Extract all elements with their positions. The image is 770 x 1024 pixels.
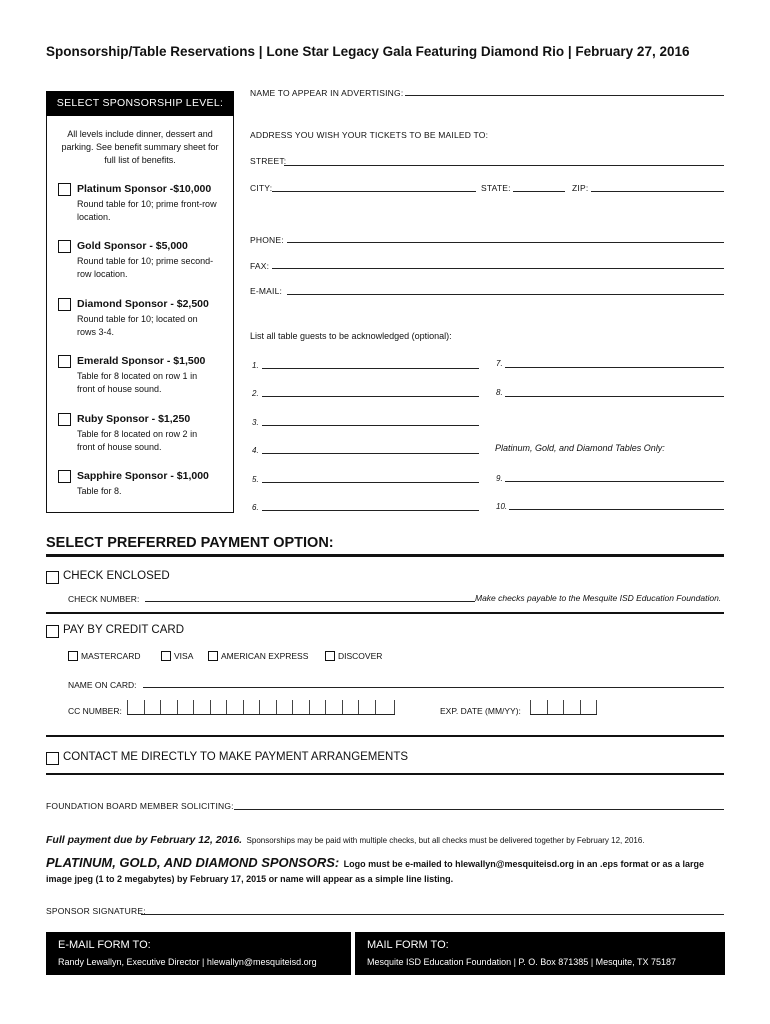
guest-number: 5. — [252, 475, 259, 484]
state-input[interactable] — [513, 191, 565, 192]
emerald-checkbox[interactable] — [58, 355, 71, 368]
email-label: E-MAIL: — [250, 286, 283, 296]
exp-date-label: EXP. DATE (MM/YY): — [440, 706, 521, 716]
divider — [46, 773, 724, 775]
state-label: STATE: — [481, 183, 511, 193]
mail-form-body: Mesquite ISD Education Foundation | P. O. Box 871385 | Mesquite, TX 75187 — [367, 957, 677, 967]
email-form-title: E-MAIL FORM TO: — [58, 939, 151, 951]
visa-label: VISA — [174, 651, 194, 661]
guests-label: List all table guests to be acknowledged (optional): — [250, 331, 452, 341]
check-enclosed-label: CHECK ENCLOSED — [63, 570, 170, 582]
guest-input-3[interactable] — [262, 425, 479, 426]
name-on-card-input[interactable] — [143, 687, 724, 688]
ptd-note: Platinum, Gold, and Diamond Tables Only: — [495, 443, 665, 453]
emerald-title: Emerald Sponsor - $1,500 — [77, 355, 206, 367]
logo-note-bold: PLATINUM, GOLD, AND DIAMOND SPONSORS: — [46, 855, 340, 870]
phone-label: PHONE: — [250, 235, 284, 245]
cc-number-input[interactable] — [127, 700, 395, 715]
diamond-title: Diamond Sponsor - $2,500 — [77, 298, 209, 310]
guest-number: 6. — [252, 503, 259, 512]
guest-input-9[interactable] — [505, 481, 724, 482]
contact-me-checkbox[interactable] — [46, 752, 59, 765]
guest-number: 8. — [496, 388, 503, 397]
email-input[interactable] — [287, 294, 724, 295]
check-enclosed-checkbox[interactable] — [46, 571, 59, 584]
guest-number: 4. — [252, 446, 259, 455]
full-payment-bold: Full payment due by February 12, 2016. — [46, 834, 243, 846]
amex-label: AMERICAN EXPRESS — [221, 651, 309, 661]
check-number-label: CHECK NUMBER: — [68, 594, 140, 604]
guest-number: 7. — [496, 359, 503, 368]
platinum-desc: Round table for 10; prime front-row location. — [77, 199, 217, 222]
guest-number: 1. — [252, 361, 259, 370]
ruby-desc: Table for 8 located on row 2 in front of house sound. — [77, 429, 198, 452]
guest-input-2[interactable] — [262, 396, 479, 397]
phone-input[interactable] — [287, 242, 724, 243]
sponsorship-note: All levels include dinner, dessert and parking. See benefit summary sheet for full list of benefits. — [61, 129, 219, 165]
signature-input[interactable] — [141, 914, 724, 915]
credit-card-checkbox[interactable] — [46, 625, 59, 638]
advertising-input[interactable] — [405, 95, 724, 96]
city-label: CITY: — [250, 183, 273, 193]
page-title: Sponsorship/Table Reservations | Lone Star Legacy Gala Featuring Diamond Rio | February 27, 2016 — [46, 44, 690, 59]
gold-title: Gold Sponsor - $5,000 — [77, 240, 188, 252]
advertising-label: NAME TO APPEAR IN ADVERTISING: — [250, 88, 404, 98]
sapphire-checkbox[interactable] — [58, 470, 71, 483]
platinum-title: Platinum Sponsor -$10,000 — [77, 183, 212, 195]
guest-input-8[interactable] — [505, 396, 724, 397]
cc-number-label: CC NUMBER: — [68, 706, 122, 716]
guest-number: 3. — [252, 418, 259, 427]
guest-number: 9. — [496, 474, 503, 483]
full-payment-rest: Sponsorships may be paid with multiple checks, but all checks must be delivered together by February 12, 2016. — [246, 836, 645, 845]
guest-input-10[interactable] — [509, 509, 724, 510]
diamond-desc: Round table for 10; located on rows 3-4. — [77, 314, 198, 337]
street-input[interactable] — [284, 165, 724, 166]
check-note: Make checks payable to the Mesquite ISD Education Foundation. — [475, 593, 722, 603]
guest-input-4[interactable] — [262, 453, 479, 454]
check-number-input[interactable] — [145, 601, 475, 602]
mail-form-box — [355, 932, 725, 975]
mail-form-title: MAIL FORM TO: — [367, 939, 449, 951]
logo-note-rest: Logo must be e-mailed to hlewallyn@mesquiteisd.org in an .eps format or as a large image jpeg (1 to 2 megabytes) by February 17, 2015 or name will appear as a simple line listing. — [46, 859, 705, 884]
gold-desc: Round table for 10; prime second-row location. — [77, 256, 214, 279]
credit-card-label: PAY BY CREDIT CARD — [63, 624, 184, 636]
diamond-checkbox[interactable] — [58, 298, 71, 311]
signature-label: SPONSOR SIGNATURE: — [46, 906, 146, 916]
guest-input-5[interactable] — [262, 482, 479, 483]
sponsorship-header: SELECT SPONSORSHIP LEVEL: — [46, 91, 234, 116]
mastercard-label: MASTERCARD — [81, 651, 141, 661]
gold-checkbox[interactable] — [58, 240, 71, 253]
address-label: ADDRESS YOU WISH YOUR TICKETS TO BE MAILED TO: — [250, 130, 489, 140]
fax-input[interactable] — [272, 268, 724, 269]
discover-label: DISCOVER — [338, 651, 383, 661]
ruby-title: Ruby Sponsor - $1,250 — [77, 413, 191, 425]
emerald-desc: Table for 8 located on row 1 in front of house sound. — [77, 371, 198, 394]
board-member-input[interactable] — [234, 809, 724, 810]
visa-checkbox[interactable] — [161, 651, 171, 661]
guest-input-6[interactable] — [262, 510, 479, 511]
city-input[interactable] — [272, 191, 476, 192]
exp-date-input[interactable] — [530, 700, 597, 715]
mastercard-checkbox[interactable] — [68, 651, 78, 661]
name-on-card-label: NAME ON CARD: — [68, 680, 137, 690]
contact-me-label: CONTACT ME DIRECTLY TO MAKE PAYMENT ARRANGEMENTS — [63, 751, 409, 763]
sapphire-title: Sapphire Sponsor - $1,000 — [77, 470, 209, 482]
sapphire-desc: Table for 8. — [77, 486, 122, 496]
payment-title: SELECT PREFERRED PAYMENT OPTION: — [46, 535, 334, 551]
email-form-body: Randy Lewallyn, Executive Director | hlewallyn@mesquiteisd.org — [58, 957, 317, 967]
full-payment-note — [46, 830, 736, 848]
discover-checkbox[interactable] — [325, 651, 335, 661]
divider — [46, 735, 724, 737]
fax-label: FAX: — [250, 261, 270, 271]
zip-input[interactable] — [591, 191, 724, 192]
divider — [46, 612, 724, 614]
logo-note — [46, 856, 726, 886]
street-label: STREET: — [250, 156, 287, 166]
guest-number: 10. — [496, 502, 508, 511]
zip-label: ZIP: — [572, 183, 589, 193]
guest-input-1[interactable] — [262, 368, 479, 369]
guest-number: 2. — [252, 389, 259, 398]
ruby-checkbox[interactable] — [58, 413, 71, 426]
divider — [46, 554, 724, 557]
guest-input-7[interactable] — [505, 367, 724, 368]
board-member-label: FOUNDATION BOARD MEMBER SOLICITING: — [46, 801, 234, 811]
email-form-box — [46, 932, 351, 975]
amex-checkbox[interactable] — [208, 651, 218, 661]
platinum-checkbox[interactable] — [58, 183, 71, 196]
